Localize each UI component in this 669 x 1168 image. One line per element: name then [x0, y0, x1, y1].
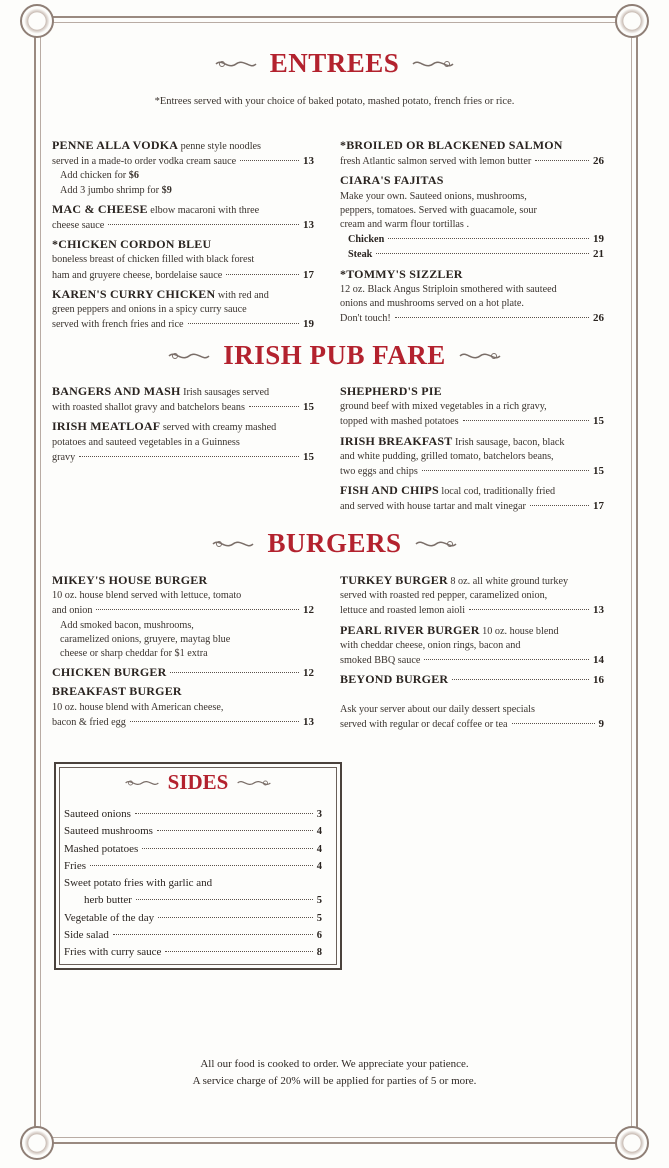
leader-dots — [135, 813, 313, 814]
leader-dots — [424, 659, 589, 660]
sides-list — [64, 806, 322, 962]
flourish-ornament-icon — [214, 57, 258, 71]
leader-dots — [165, 951, 312, 952]
menu-item — [340, 573, 604, 619]
side-item — [64, 892, 322, 909]
menu-item-row — [340, 653, 604, 668]
menu-item-row — [52, 400, 314, 415]
item-heading — [340, 384, 604, 400]
leader-dots — [463, 420, 589, 421]
item-price: 15 — [593, 415, 604, 428]
corner-scroll-ornament-icon — [20, 1126, 54, 1160]
item-price: 13 — [303, 155, 314, 168]
item-option — [340, 232, 604, 247]
item-description: Don't touch! — [340, 313, 391, 325]
side-label: Fries — [64, 859, 86, 872]
entrees-title: ENTREES — [269, 48, 400, 78]
item-price: 13 — [303, 715, 314, 728]
item-heading — [52, 384, 314, 400]
leader-dots — [452, 679, 589, 680]
item-name: BEYOND BURGER — [340, 672, 449, 687]
menu-item — [52, 287, 314, 333]
side-item — [64, 944, 322, 961]
side-label: Sweet potato fries with garlic and — [64, 877, 213, 890]
leader-dots — [376, 253, 589, 254]
item-name: *TOMMY'S SIZZLER — [340, 266, 463, 281]
item-description: two eggs and chips — [340, 466, 418, 478]
item-heading — [340, 434, 604, 450]
flourish-ornament-icon — [236, 776, 272, 790]
item-description: cream and warm flour tortillas . — [340, 219, 469, 231]
item-name: PENNE ALLA VODKA — [52, 138, 179, 152]
menu-item-row — [52, 450, 314, 465]
item-description: peppers, tomatoes. Served with guacamole, sour — [340, 204, 537, 216]
menu-item — [340, 483, 604, 514]
item-price: 17 — [303, 268, 314, 281]
footer — [0, 1056, 669, 1089]
item-description: elbow macaroni with three — [150, 204, 260, 216]
menu-item — [340, 384, 604, 430]
side-label: Sauteed onions — [64, 808, 131, 820]
leader-dots — [170, 672, 299, 673]
menu-item — [52, 419, 314, 465]
side-label: Sauteed mushrooms — [64, 825, 153, 838]
item-heading — [340, 173, 604, 189]
item-description: with cheddar cheese, onion rings, bacon and — [340, 639, 521, 651]
item-heading — [52, 237, 314, 253]
leader-dots — [158, 917, 313, 918]
item-price: 17 — [593, 500, 604, 513]
pub-left-column — [52, 384, 314, 469]
menu-item-row — [52, 603, 314, 618]
item-description: ham and gruyere cheese, bordelaise sauce — [52, 269, 223, 281]
item-price: 26 — [593, 312, 604, 325]
menu-item-row — [340, 464, 604, 479]
sides-box — [54, 762, 342, 970]
leader-dots — [530, 505, 589, 506]
leader-dots — [395, 317, 589, 318]
menu-item — [340, 672, 604, 687]
item-addon: Add smoked bacon, mushrooms, — [60, 619, 194, 631]
item-price: 26 — [593, 155, 604, 168]
item-description: onions and mushrooms served on a hot plate. — [340, 298, 524, 310]
item-price: 14 — [593, 654, 604, 667]
leader-dots — [422, 470, 589, 471]
corner-scroll-ornament-icon — [20, 4, 54, 38]
leader-dots — [113, 934, 313, 935]
item-description: penne style noodles — [180, 141, 262, 152]
item-heading — [52, 419, 314, 435]
menu-item — [52, 684, 314, 730]
entrees-note: *Entrees served with your choice of baked potato, mashed potato, french fries or rice. — [154, 96, 515, 107]
side-price: 5 — [316, 912, 322, 924]
burgers-left-column — [52, 573, 314, 734]
corner-scroll-ornament-icon — [615, 4, 649, 38]
leader-dots — [469, 609, 589, 610]
pub-header — [0, 340, 669, 371]
item-name: IRISH BREAKFAST — [340, 433, 453, 448]
item-description: with red and — [217, 289, 269, 301]
side-price: 3 — [316, 809, 322, 820]
pub-title: IRISH PUB FARE — [223, 340, 446, 370]
side-item — [64, 910, 322, 927]
menu-item — [340, 434, 604, 480]
leader-dots — [130, 721, 299, 722]
item-name: CIARA'S FAJITAS — [340, 173, 444, 188]
side-item — [64, 858, 322, 875]
item-name: SHEPHERD'S PIE — [340, 384, 442, 398]
item-description: green peppers and onions in a spicy curry sauce — [52, 304, 247, 316]
side-price: 5 — [316, 895, 322, 907]
dessert-line-2: served with regular or decaf coffee or tea — [340, 719, 508, 731]
item-description: 8 oz. all white ground turkey — [450, 576, 569, 587]
flourish-ornament-icon — [211, 537, 255, 551]
leader-dots — [388, 238, 589, 239]
menu-item-row — [52, 665, 314, 680]
sides-header — [56, 770, 340, 795]
side-item — [64, 841, 322, 858]
menu-item-row — [340, 311, 604, 326]
item-description: and onion — [52, 605, 93, 617]
item-description: 10 oz. house blend served with lettuce, tomato — [52, 590, 242, 602]
item-name: IRISH MEATLOAF — [52, 419, 161, 434]
entrees-left-column — [52, 138, 314, 336]
menu-item — [340, 267, 604, 327]
pub-right-column — [340, 384, 604, 519]
leader-dots — [240, 160, 299, 161]
item-description: served in a made-to order vodka cream sauce — [52, 156, 237, 168]
item-price: 16 — [593, 674, 604, 687]
item-price: 15 — [303, 450, 314, 463]
item-description: 10 oz. house blend with American cheese, — [52, 701, 224, 713]
item-heading — [52, 138, 314, 154]
menu-item-row — [52, 317, 314, 332]
item-description: local cod, traditionally fried — [441, 486, 556, 498]
menu-item — [52, 202, 314, 233]
option-label: Chicken — [348, 234, 385, 246]
item-name: FISH AND CHIPS — [340, 483, 439, 498]
item-price: 15 — [593, 465, 604, 478]
side-item — [64, 806, 322, 823]
item-heading — [52, 684, 314, 700]
addon-text: Add 3 jumbo shrimp for — [60, 184, 162, 196]
leader-dots — [226, 274, 299, 275]
item-description: cheese sauce — [52, 220, 105, 232]
menu-item — [52, 384, 314, 415]
leader-dots — [188, 323, 299, 324]
item-name: *CHICKEN CORDON BLEU — [52, 237, 212, 252]
menu-item-row — [340, 603, 604, 618]
side-label: Vegetable of the day — [64, 911, 155, 924]
item-name: PEARL RIVER BURGER — [340, 622, 480, 637]
addon-price: $9 — [161, 184, 172, 196]
sides-title: SIDES — [167, 770, 229, 794]
item-heading — [340, 573, 604, 589]
burgers-header — [0, 528, 669, 559]
side-price: 4 — [316, 860, 322, 872]
item-addon — [52, 184, 314, 198]
item-price: 13 — [593, 604, 604, 617]
item-description: served with french fries and rice — [52, 319, 184, 331]
side-item — [64, 927, 322, 944]
flourish-ornament-icon — [124, 776, 160, 790]
item-description: potatoes and sauteed vegetables in a Guinness — [52, 436, 240, 448]
leader-dots — [157, 830, 313, 831]
item-description: lettuce and roasted lemon aioli — [340, 605, 466, 617]
item-name: KAREN'S CURRY CHICKEN — [52, 286, 216, 301]
addon-text: Add chicken for — [60, 170, 129, 182]
burgers-right-column — [340, 573, 604, 691]
item-name: BANGERS AND MASH — [52, 384, 181, 398]
item-price: 15 — [303, 401, 314, 414]
addon-price: $6 — [128, 170, 139, 182]
item-heading — [52, 287, 314, 303]
entrees-right-column — [340, 138, 604, 330]
side-label: herb butter — [84, 894, 132, 907]
item-price: 13 — [303, 219, 314, 232]
leader-dots — [96, 609, 299, 610]
item-name: MAC & CHEESE — [52, 201, 148, 216]
option-label: Steak — [348, 249, 373, 261]
menu-item-row — [340, 154, 604, 169]
menu-item — [52, 665, 314, 680]
item-description: bacon & fried egg — [52, 716, 126, 728]
item-description: and white pudding, grilled tomato, batchelors beans, — [340, 450, 554, 462]
item-name: *BROILED OR BLACKENED SALMON — [340, 138, 563, 152]
item-heading — [340, 623, 604, 639]
side-price: 4 — [316, 826, 322, 838]
dessert-price: 9 — [598, 718, 604, 731]
item-description: Irish sausages served — [183, 387, 270, 398]
leader-dots — [136, 899, 313, 900]
item-description: 12 oz. Black Angus Striploin smothered with sauteed — [340, 283, 557, 295]
flourish-ornament-icon — [414, 537, 458, 551]
leader-dots — [108, 224, 299, 225]
menu-item — [52, 237, 314, 283]
item-description: boneless breast of chicken filled with black forest — [52, 254, 255, 266]
menu-item — [52, 573, 314, 661]
leader-dots — [142, 848, 313, 849]
menu-item-row — [52, 154, 314, 169]
menu-item-row — [52, 715, 314, 730]
item-price: 12 — [303, 667, 314, 680]
item-addon: cheese or sharp cheddar for $1 extra — [60, 648, 208, 660]
item-description: and served with house tartar and malt vinegar — [340, 501, 526, 513]
menu-item — [340, 623, 604, 669]
side-label: Fries with curry sauce — [64, 946, 162, 959]
item-description: 10 oz. house blend — [482, 625, 559, 637]
item-description: with roasted shallot gravy and batchelors beans — [52, 402, 245, 414]
menu-item-row — [340, 414, 604, 429]
side-price: 6 — [316, 930, 322, 942]
footer-line-2: A service charge of 20% will be applied for parties of 5 or more. — [192, 1074, 477, 1087]
item-option — [340, 247, 604, 262]
side-price: 8 — [316, 947, 322, 959]
item-heading — [340, 483, 604, 499]
option-price: 21 — [593, 248, 604, 261]
item-price: 19 — [303, 318, 314, 331]
leader-dots — [249, 406, 299, 407]
footer-line-1: All our food is cooked to order. We appreciate your patience. — [200, 1058, 469, 1070]
dessert-note — [340, 703, 604, 732]
menu-item — [340, 138, 604, 169]
item-heading — [52, 573, 314, 589]
menu-item-row — [52, 218, 314, 233]
item-description: fresh Atlantic salmon served with lemon butter — [340, 156, 532, 168]
leader-dots — [79, 456, 299, 457]
item-name: MIKEY'S HOUSE BURGER — [52, 573, 208, 587]
item-description: Make your own. Sauteed onions, mushrooms, — [340, 190, 527, 202]
dessert-line-1: Ask your server about our daily dessert specials — [340, 704, 535, 715]
item-name: BREAKFAST BURGER — [52, 684, 182, 699]
side-label: Side salad — [64, 929, 109, 942]
option-price: 19 — [593, 233, 604, 246]
burgers-title: BURGERS — [267, 528, 402, 558]
flourish-ornament-icon — [167, 349, 211, 363]
side-item — [64, 823, 322, 840]
item-description: topped with mashed potatoes — [340, 416, 459, 428]
item-addon — [52, 169, 314, 183]
item-description: served with creamy mashed — [162, 422, 277, 434]
flourish-ornament-icon — [458, 349, 502, 363]
item-heading — [52, 202, 314, 218]
item-description: gravy — [52, 451, 76, 463]
menu-item — [52, 138, 314, 198]
menu-item-row — [340, 672, 604, 687]
item-addon: caramelized onions, gruyere, maytag blue — [60, 633, 231, 645]
item-description: ground beef with mixed vegetables in a rich gravy, — [340, 401, 547, 413]
item-description: served with roasted red pepper, caramelized onion, — [340, 590, 548, 602]
item-name: CHICKEN BURGER — [52, 665, 167, 680]
menu-item — [340, 173, 604, 262]
menu-item-row — [52, 268, 314, 283]
leader-dots — [90, 865, 313, 866]
item-heading — [340, 138, 604, 154]
leader-dots — [535, 160, 589, 161]
item-description: smoked BBQ sauce — [340, 655, 421, 667]
item-description: Irish sausage, bacon, black — [455, 436, 565, 448]
item-price: 12 — [303, 604, 314, 617]
item-heading — [340, 267, 604, 283]
item-name: TURKEY BURGER — [340, 573, 448, 587]
corner-scroll-ornament-icon — [615, 1126, 649, 1160]
entrees-header — [0, 48, 669, 79]
side-price: 4 — [316, 843, 322, 855]
side-label: Mashed potatoes — [64, 842, 139, 855]
flourish-ornament-icon — [411, 57, 455, 71]
menu-item-row — [340, 499, 604, 514]
